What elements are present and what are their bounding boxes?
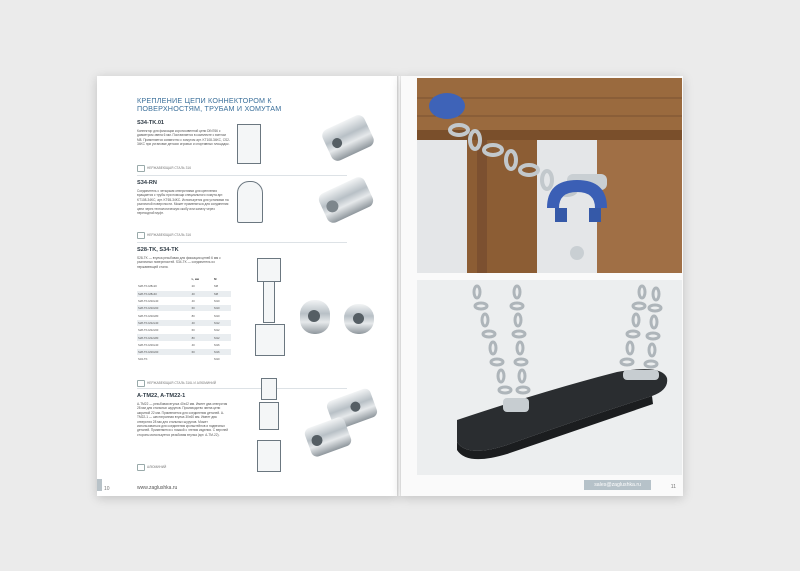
technical-drawing xyxy=(263,281,275,323)
page-title: КРЕПЛЕНИЕ ЦЕПИ КОННЕКТОРОМ К ПОВЕРХНОСТЯМ, ТРУБАМ И ХОМУТАМ xyxy=(137,96,282,114)
technical-drawing xyxy=(259,402,279,430)
material-icon xyxy=(137,464,145,471)
chain-mount-photo xyxy=(417,78,682,273)
page-number: 10 xyxy=(104,486,110,492)
email-badge: sales@zaglushka.ru xyxy=(584,480,651,490)
technical-drawing xyxy=(257,440,281,472)
footer-bar xyxy=(97,479,102,491)
section-heading-a-tm22: A-TM22, A-TM22-1 xyxy=(137,393,186,399)
material-icon xyxy=(137,232,145,239)
technical-drawing xyxy=(261,378,277,400)
table-row: S28-TK-M16x40 40 M16 xyxy=(137,341,231,348)
table-row: S28-TK-M8x20 20 M8 xyxy=(137,283,231,290)
material-label: НЕРЖАВЕЮЩАЯ СТАЛЬ 316 xyxy=(147,233,191,237)
table-row: S34-TK M10 xyxy=(137,356,231,363)
swivel-eye-photo xyxy=(317,175,376,225)
swing-seat-illustration xyxy=(417,280,682,475)
section-text-s34-rn: Соединитель с четырьмя отверстиями для крепления вращается с трубы при помощи специального хомута арт. KT108-34KC, арт. KT65-34KC. Используется для установки на различной поверхности. Может применяться для соединения цепи через технологическую скобу или канату через переходной муфт. xyxy=(137,189,229,216)
divider xyxy=(137,175,347,176)
section-heading-s34-rn: S34-RN xyxy=(137,180,157,186)
divider xyxy=(137,242,347,243)
left-page xyxy=(97,76,398,496)
connector-photo xyxy=(320,113,376,163)
section-heading-s28-tk: S28-TK, S34-TK xyxy=(137,247,179,253)
divider xyxy=(137,388,347,389)
table-row: S28-TK-M12x80 80 M12 xyxy=(137,334,231,341)
table-header xyxy=(137,276,191,283)
table-row: S28-TK-M10x80 80 M10 xyxy=(137,312,231,319)
material-icon xyxy=(137,380,145,387)
material-icon xyxy=(137,165,145,172)
material-label: НЕРЖАВЕЮЩАЯ СТАЛЬ 316L И АЛЮМИНИЙ xyxy=(147,381,217,385)
technical-drawing xyxy=(255,324,285,356)
section-text-s28-tk: S28-TK — втулка резьбовая для фиксации цепей 6 мм с различных поверхностей. S34-TK — соединитель из нержавеющей стали. xyxy=(137,256,221,269)
technical-drawing xyxy=(237,124,261,164)
table-header: L, мм xyxy=(191,276,214,283)
table-header: М xyxy=(213,276,231,283)
chain-mount-illustration xyxy=(417,78,682,273)
technical-drawing xyxy=(237,181,263,223)
table-row: S28-TK-M12x40 40 M12 xyxy=(137,319,231,326)
website-url: www.zaglushka.ru xyxy=(137,485,178,491)
connector-photo xyxy=(344,304,374,334)
right-page xyxy=(401,76,683,496)
section-text-a-tm22: A-TM22 — резьбовая втулка 40x42 мм. Имеет два отверстия 28 мм для стальных шурупов. Производство звена цепи шириной 22 мм. Применяется для соединения деталей. A-TM22-1 — шестигранная втулка 30х60 мм. Имеет два отверстия 28 мм для стальных шурупов. Может использоваться для соединения кронштейнов и подвесных деталей. Применяется с ножкой с чтения изделия. С верхней стороны используется резьбовая втулка (арт. A-TM-22). xyxy=(137,402,229,437)
section-text-s34-tk01: Коннектор для фиксации короткозвенной цепи DIN766 с диаметром звена 6 мм. Поставляется в комплекте с винтом М8. Применяется совместно с хомутом арт. KT108-34KC, CS2-34KC при установке детских игровых и спортивных площадок. xyxy=(137,129,231,147)
table-row: S28-TK-M10x60 60 M10 xyxy=(137,305,231,312)
material-label: НЕРЖАВЕЮЩАЯ СТАЛЬ 316 xyxy=(147,166,191,170)
technical-drawing xyxy=(257,258,281,282)
table-row: S28-TK-M12x60 60 M12 xyxy=(137,327,231,334)
page-number: 11 xyxy=(670,484,676,490)
section-heading-s34-tk01: S34-TK.01 xyxy=(137,120,165,126)
table-row: S28-TK-M16x60 60 M16 xyxy=(137,348,231,355)
threaded-bushing-photo xyxy=(300,300,330,334)
swing-seat-photo xyxy=(417,280,682,475)
table-row: S28-TK-M8x40 40 M8 xyxy=(137,290,231,297)
material-label: АЛЮМИНИЙ xyxy=(147,465,167,469)
table-row: S28-TK-M10x40 40 M10 xyxy=(137,297,231,304)
specs-table xyxy=(137,276,231,364)
